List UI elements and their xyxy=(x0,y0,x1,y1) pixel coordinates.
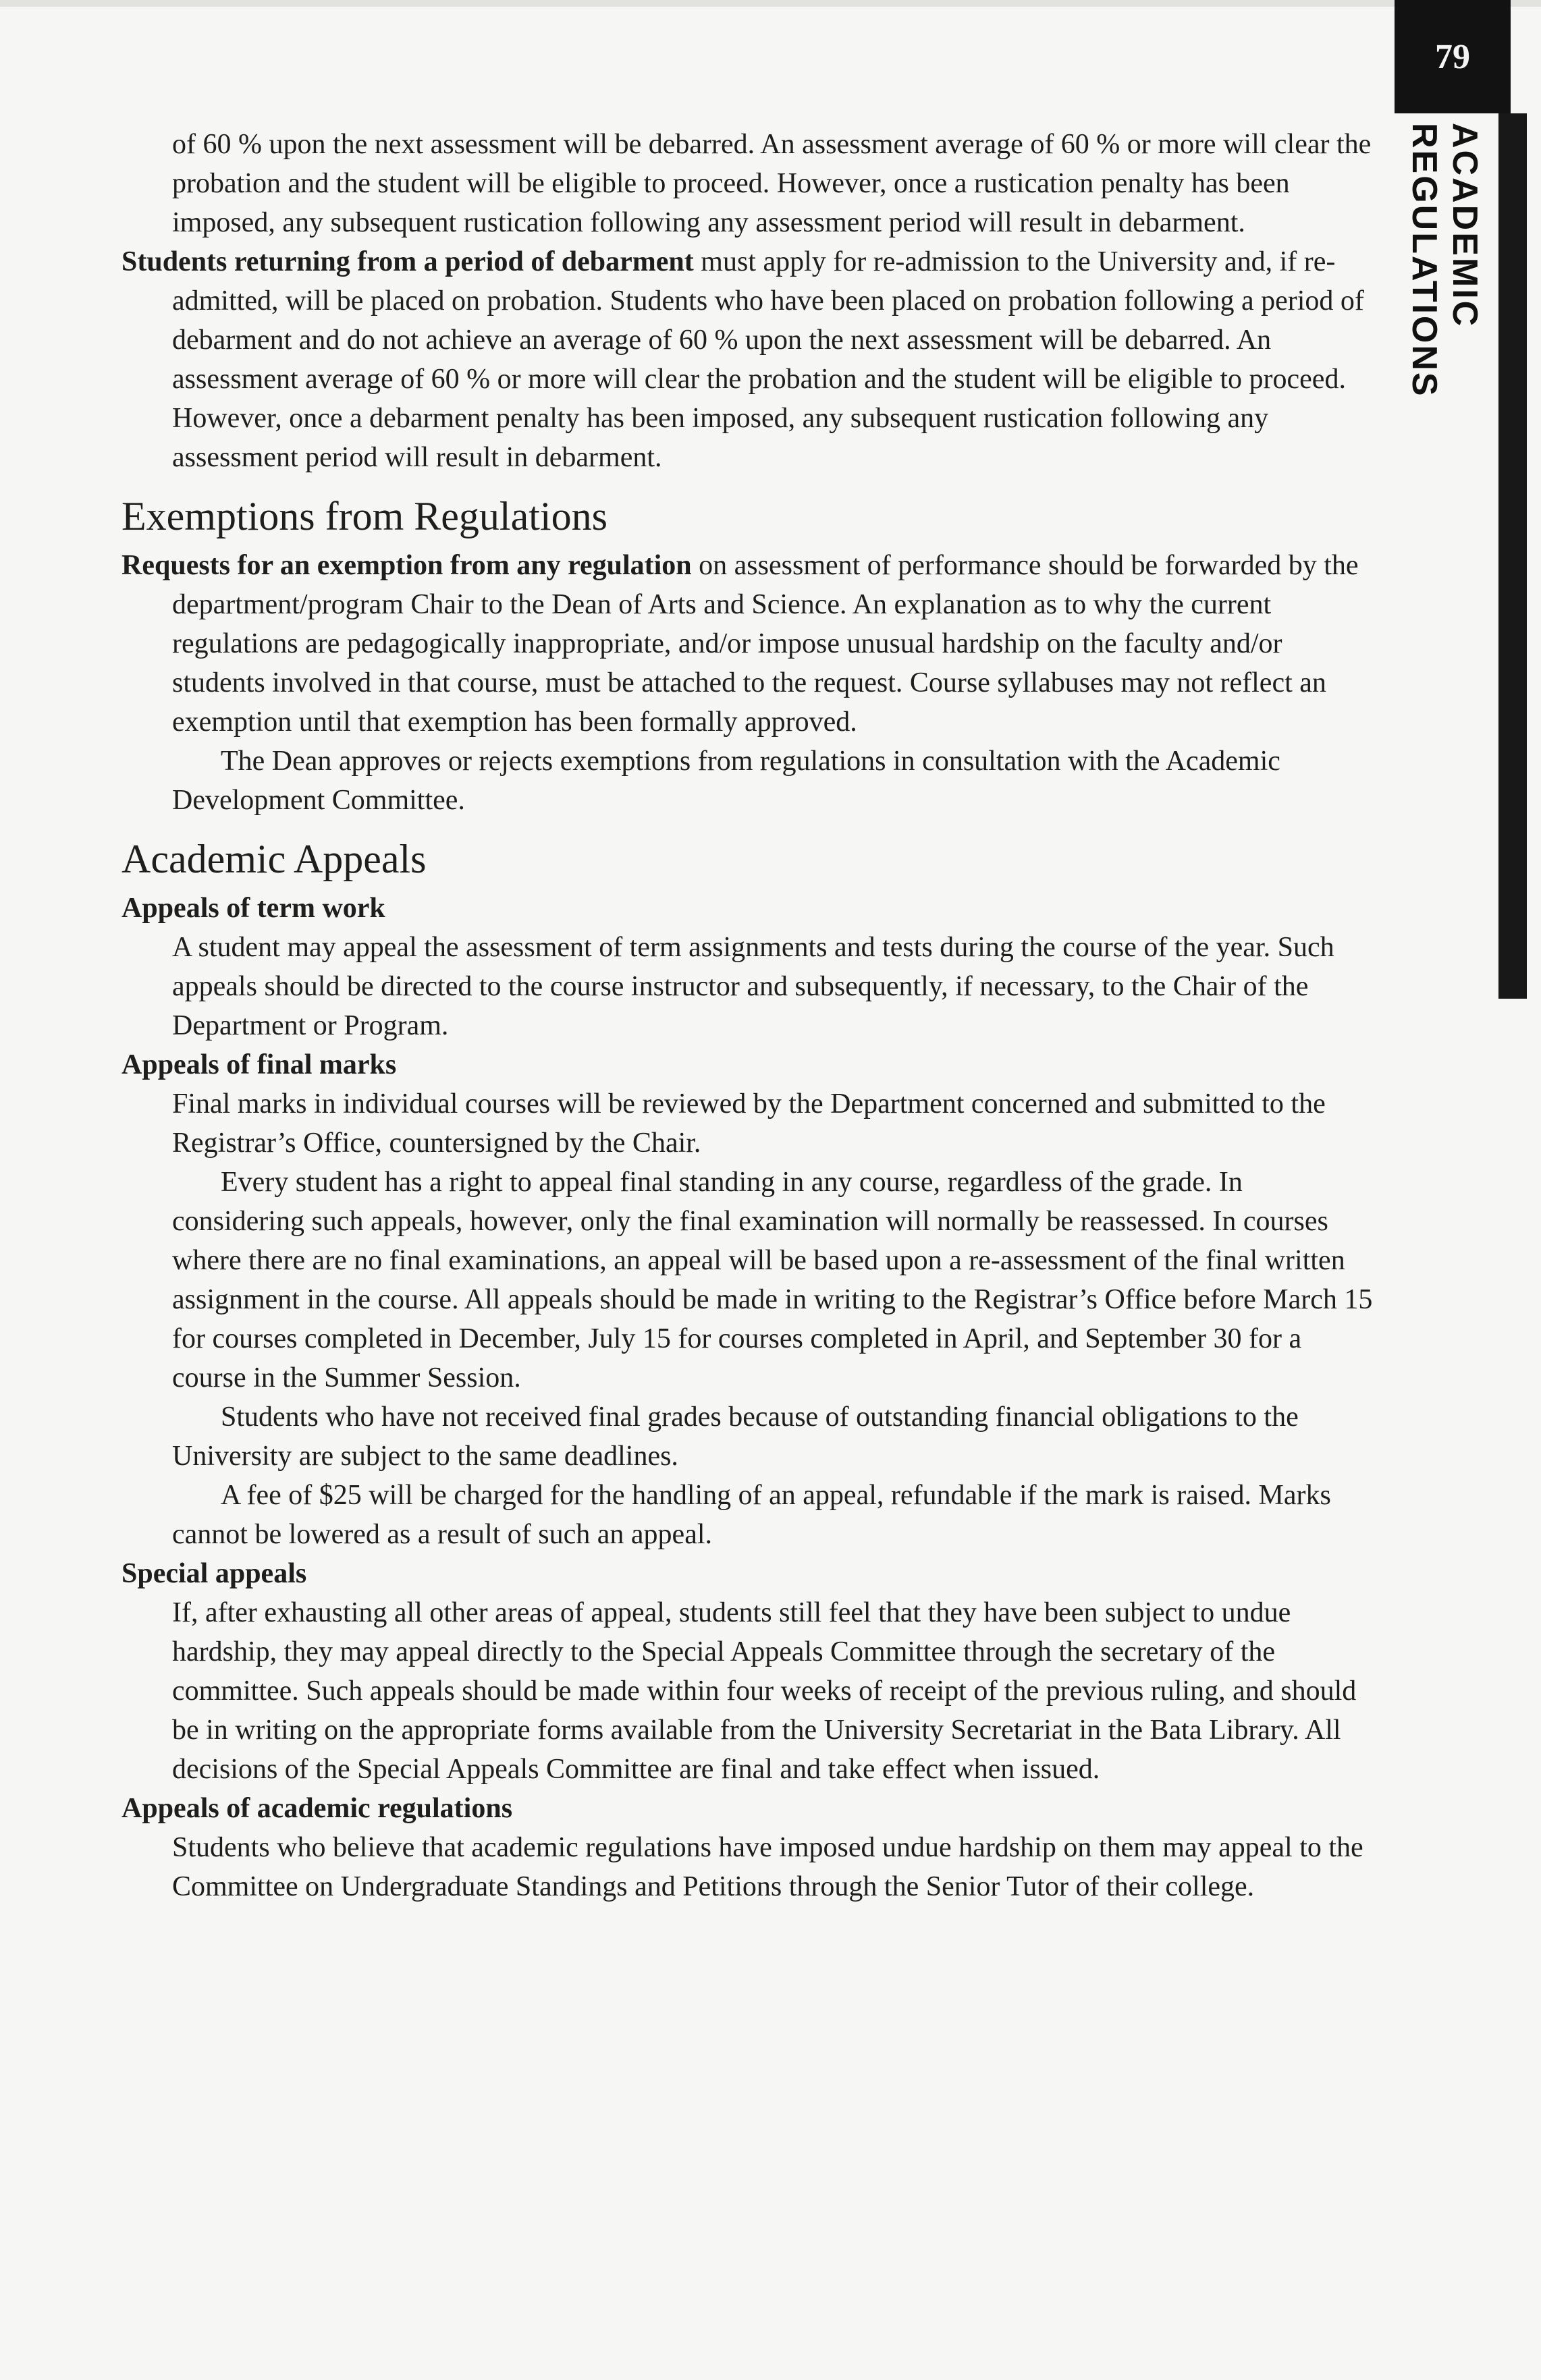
paragraph-special-appeals: If, after exhausting all other areas of appeal, students still feel that they have been subject to undue hardship, they may appeal directly to the Special Appeals Committee through the secretary of the committee. Such appeals should be made within four weeks of receipt of the previous ruling, and should be in writing on the appropriate forms available from the University Secretariat in the Bata Library. All decisions of the Special Appeals Committee are final and take effect when issued. xyxy=(172,1597,1357,1785)
subheading-special-appeals: Special appeals xyxy=(121,1558,307,1589)
paragraph-exemption-requests xyxy=(121,546,1377,742)
paragraph-debarment xyxy=(121,242,1377,477)
subheading-term-work: Appeals of term work xyxy=(121,893,385,924)
paragraph-financial-obligations: Students who have not received final grades because of outstanding financial obligations to the University are subject to the same deadlines. xyxy=(172,1402,1299,1472)
run-in-heading: Requests for an exemption from any regulation xyxy=(121,550,692,581)
paragraph-text: on assessment of performance should be forwarded by the department/program Chair to the Dean of Arts and Science. An explanation as to why the current regulations are pedagogically inappropriate, and/or impose unusual hardship on the faculty and/or students involved in that course, must be attached to the request. Course syllabuses may not reflect an exemption until that exemption has been formally approved. xyxy=(172,550,1359,738)
paragraph-appeal-fee: A fee of $25 will be charged for the handling of an appeal, refundable if the mark is raised. Marks cannot be lowered as a result of such an appeal. xyxy=(172,1480,1331,1550)
heading-academic-appeals: Academic Appeals xyxy=(121,837,427,881)
page-body xyxy=(121,125,1377,1906)
page-top-edge xyxy=(0,0,1541,7)
paragraph-final-standing: Every student has a right to appeal final standing in any course, regardless of the grade. In considering such appeals, however, only the final examination will normally be reassessed. In courses where there are no final examinations, an appeal will be based upon a re-assessment of the final written assignment in the course. All appeals should be made in writing to the Registrar’s Office before March 15 for courses completed in December, July 15 for courses completed in April, and September 30 for a course in the Summer Session. xyxy=(172,1167,1373,1393)
paragraph-term-work: A student may appeal the assessment of term assignments and tests during the course of the year. Such appeals should be directed to the course instructor and subsequently, if necessary, to the Chair of the Department or Program. xyxy=(172,932,1334,1041)
run-in-heading: Students returning from a period of debarment xyxy=(121,246,694,277)
paragraph-text: must apply for re-admission to the University and, if re-admitted, will be placed on probation. Students who have been placed on probation following a period of debarment and do not achieve an average of 60 % upon the next assessment will be debarred. An assessment average of 60 % or more will clear the probation and the student will be eligible to proceed. However, once a debarment penalty has been imposed, any subsequent rustication following any assessment period will result in debarment. xyxy=(172,246,1364,473)
paragraph-final-marks-review: Final marks in individual courses will be reviewed by the Department concerned and submitted to the Registrar’s Office, countersigned by the Chair. xyxy=(172,1088,1326,1159)
heading-exemptions: Exemptions from Regulations xyxy=(121,494,607,538)
section-rail xyxy=(1498,113,1527,999)
paragraph-rustication-continued: of 60 % upon the next assessment will be debarred. An assessment average of 60 % or more will clear the probation and the student will be eligible to proceed. However, once a rustication penalty has been imposed, any subsequent rustication following any assessment period will result in debarment. xyxy=(172,129,1372,238)
page-number-tab xyxy=(1395,0,1511,113)
section-label: ACADEMIC REGULATIONS xyxy=(1405,123,1484,398)
subheading-final-marks: Appeals of final marks xyxy=(121,1049,397,1080)
paragraph-dean-approval: The Dean approves or rejects exemptions from regulations in consultation with the Academic Development Committee. xyxy=(172,746,1280,816)
subheading-academic-regulations: Appeals of academic regulations xyxy=(121,1793,513,1824)
page-number: 79 xyxy=(1435,37,1470,76)
paragraph-academic-regulations: Students who believe that academic regulations have imposed undue hardship on them may appeal to the Committee on Undergraduate Standings and Petitions through the Senior Tutor of their college. xyxy=(172,1832,1363,1902)
